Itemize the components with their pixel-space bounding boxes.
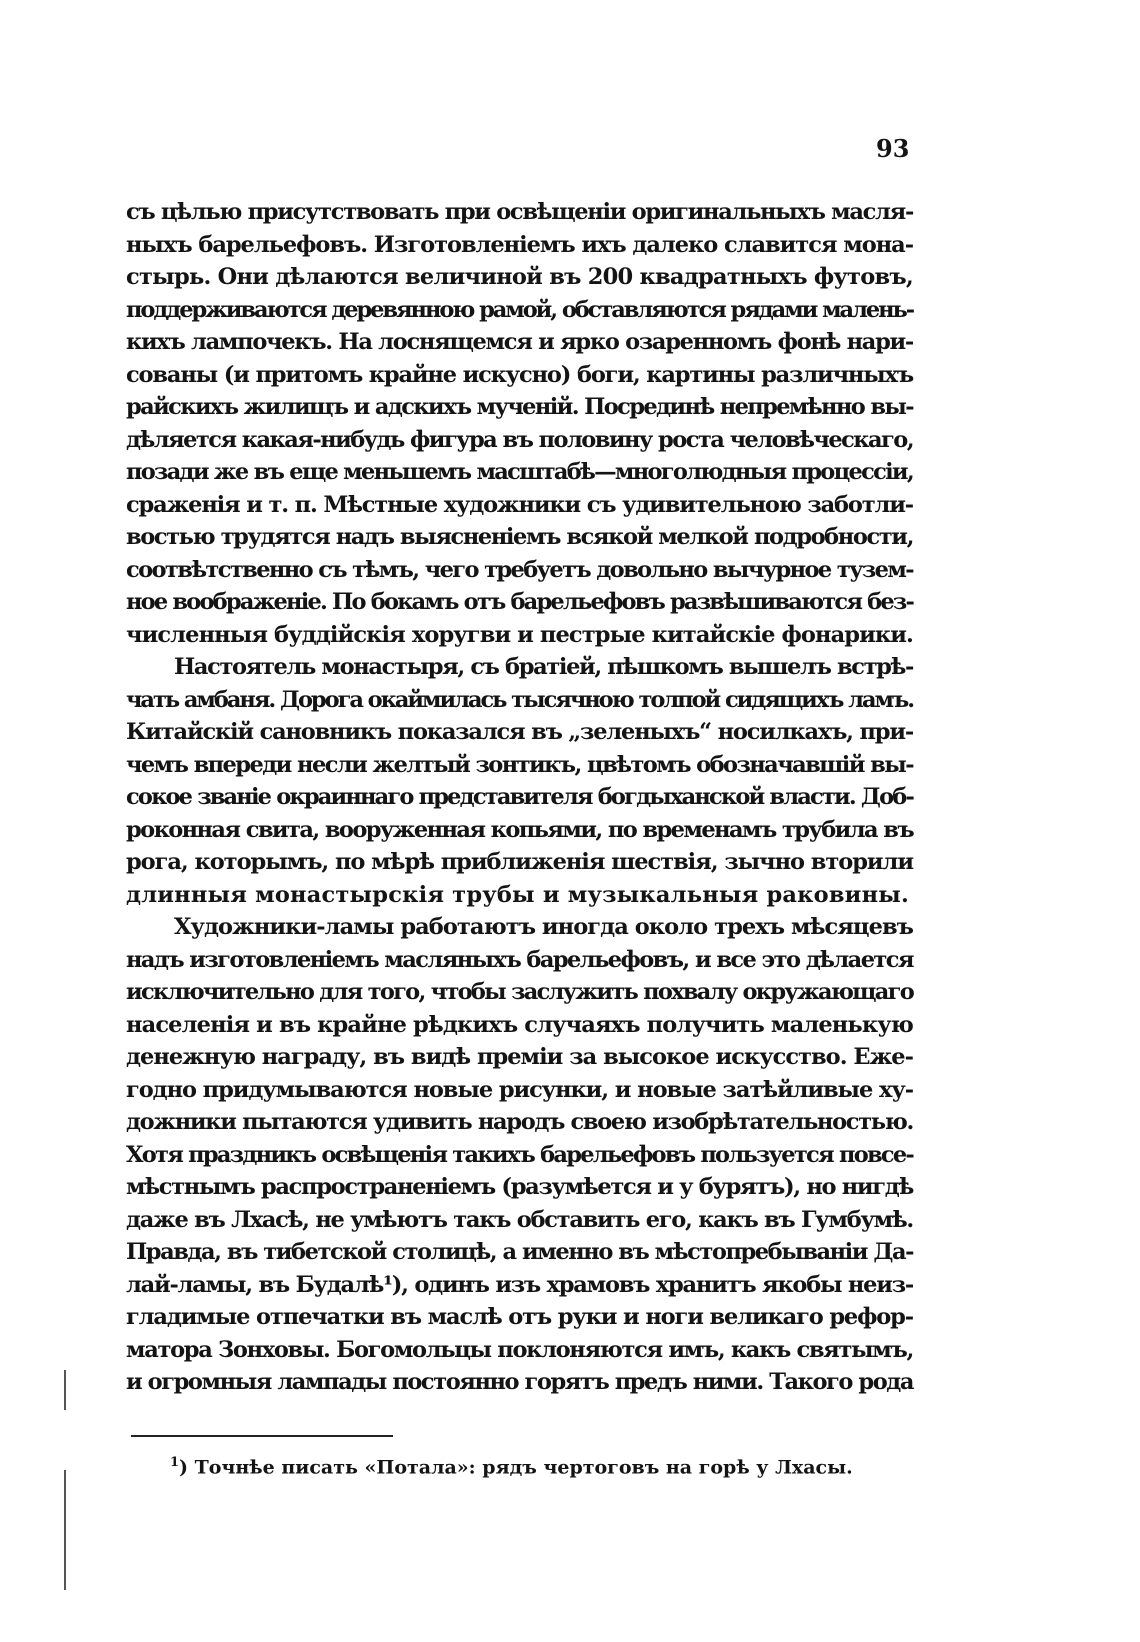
footnote-divider: [131, 1435, 393, 1437]
text-line: востью трудятся надъ выясненіемъ всякой мелкой подробности,: [126, 524, 913, 550]
text-line: надъ изготовленіемъ масляныхъ барельефовъ, и все это дѣлается: [126, 946, 913, 973]
text-line: чемъ впереди несли желтый зонтикъ, цвѣтомъ обозначавшій вы-: [126, 751, 913, 778]
body-text: [126, 196, 913, 1399]
margin-scan-mark: [64, 1470, 66, 1590]
text-line: сованы (и притомъ крайне искусно) боги, картины различныхъ: [126, 361, 914, 388]
text-line: и огромныя лампады постоянно горятъ предъ ними. Такого рода: [126, 1369, 913, 1395]
text-line: чать амбаня. Дорога окаймилась тысячною толпой сидящихъ ламъ.: [126, 686, 913, 713]
text-line: роконная свита, вооруженная копьями, по временамъ трубила въ: [126, 816, 913, 843]
text-line: стырь. Они дѣлаются величиной въ 200 квадратныхъ футовъ,: [126, 264, 913, 290]
paragraph-2: [126, 651, 913, 911]
text-line: съ цѣлью присутствовать при освѣщеніи оригинальныхъ масля-: [126, 199, 913, 225]
margin-scan-mark: [64, 1370, 66, 1410]
paragraph-3: [126, 911, 913, 1399]
text-line: лай-ламы, въ Будалѣ¹), одинъ изъ храмовъ хранитъ якобы неиз-: [126, 1271, 914, 1298]
paragraph-1: [126, 196, 913, 651]
text-line: кихъ лампочекъ. На лоснящемся и ярко озаренномъ фонѣ нари-: [126, 329, 913, 355]
text-line: исключительно для того, чтобы заслужить похвалу окружающаго: [126, 979, 913, 1005]
footnote-marker: 1: [170, 1455, 180, 1470]
text-line: поддерживаются деревянною рамой, обставляются рядами малень-: [126, 296, 913, 323]
text-line: райскихъ жилищъ и адскихъ мученій. Посрединѣ непремѣнно вы-: [126, 394, 913, 420]
text-line: ныхъ барельефовъ. Изготовленіемъ ихъ далеко славится мона-: [126, 231, 913, 258]
text-line: даже въ Лхасѣ, не умѣютъ такъ обставить его, какъ въ Гумбумѣ.: [126, 1206, 913, 1233]
footnote: [170, 1455, 853, 1478]
text-line: населенія и въ крайне рѣдкихъ случаяхъ получить маленькую: [126, 1011, 913, 1038]
text-line: дѣляется какая-нибудь фигура въ половину роста человѣческаго,: [126, 426, 913, 453]
text-line: мѣстнымъ распространеніемъ (разумѣется и у бурятъ), но нигдѣ: [126, 1174, 913, 1200]
text-line: позади же въ еще меньшемъ масштабѣ—многолюдныя процессіи,: [126, 459, 913, 485]
text-line: численныя буддійскія хоругви и пестрые китайскіе фонарики.: [126, 621, 913, 648]
text-line: длинныя монастырскія трубы и музыкальныя раковины.: [126, 881, 910, 908]
text-line: денежную награду, въ видѣ преміи за высокое искусство. Еже-: [126, 1044, 913, 1070]
text-line: Настоятель монастыря, съ братіей, пѣшкомъ вышелъ встрѣ-: [174, 654, 913, 680]
text-line: дожники пытаются удивить народъ своею изобрѣтательностью.: [126, 1109, 913, 1135]
text-line: гладимые отпечатки въ маслѣ отъ руки и ноги великаго рефор-: [126, 1304, 913, 1330]
page-number: 93: [876, 134, 910, 163]
text-line: годно придумываются новые рисунки, и новые затѣйливые ху-: [126, 1076, 913, 1103]
text-line: соотвѣтственно съ тѣмъ, чего требуетъ довольно вычурное тузем-: [126, 556, 913, 583]
text-line: Китайскій сановникъ показался въ „зеленыхъ“ носилкахъ, при-: [126, 719, 913, 745]
text-line: матора Зонховы. Богомольцы поклоняются имъ, какъ святымъ,: [126, 1336, 913, 1363]
text-line: сраженія и т. п. Мѣстные художники съ удивительною заботли-: [126, 491, 913, 518]
text-line: Художники-ламы работаютъ иногда около трехъ мѣсяцевъ: [174, 914, 913, 940]
text-line: сокое званіе окраиннаго представителя богдыханской власти. Доб-: [126, 784, 913, 810]
text-line: Хотя праздникъ освѣщенія такихъ барельефовъ пользуется повсе-: [126, 1141, 913, 1168]
text-line: ное воображеніе. По бокамъ отъ барельефовъ развѣшиваются без-: [126, 589, 914, 615]
footnote-text: ) Точнѣе писать «Потала»: рядъ чертоговъ на горѣ у Лхасы.: [179, 1456, 853, 1479]
text-line: Правда, въ тибетской столицѣ, а именно въ мѣстопребываніи Да-: [126, 1239, 913, 1265]
text-line: рога, которымъ, по мѣрѣ приближенія шествія, зычно вторили: [126, 849, 913, 875]
